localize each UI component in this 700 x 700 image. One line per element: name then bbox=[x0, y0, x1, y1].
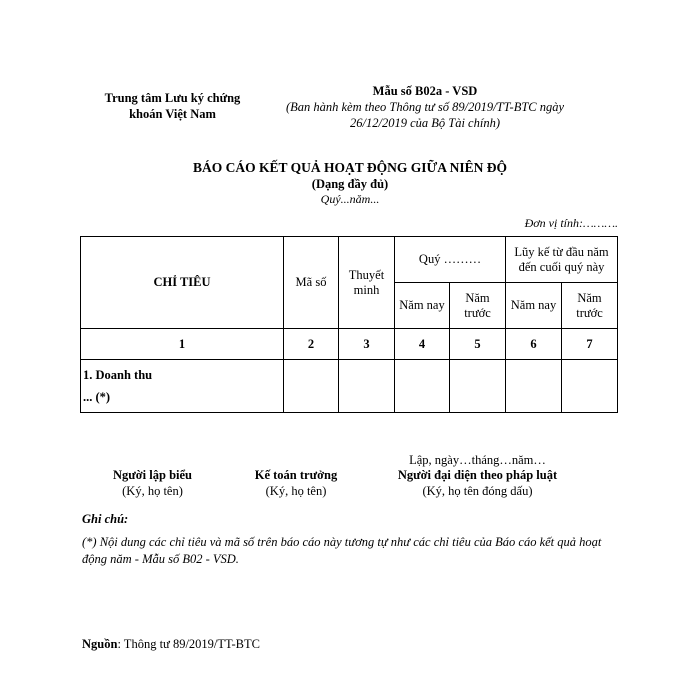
subheader-ytd-prev-year-line2: trước bbox=[576, 305, 603, 320]
notes-body: (*) Nội dung các chỉ tiêu và mã số trên báo cáo này tương tự như các chỉ tiêu của Báo cáo kết quả hoạt động năm - Mẫu số B02 - VSD. bbox=[82, 535, 602, 566]
subheader-ytd-prev-year-line1: Năm bbox=[577, 290, 602, 305]
table-cell bbox=[450, 360, 506, 413]
row-revenue-line2: ... (*) bbox=[83, 389, 111, 404]
issued-line-1: (Ban hành kèm theo Thông tư số 89/2019/TT-BTC ngày bbox=[285, 100, 565, 114]
accountant-title: Kế toán trưởng bbox=[254, 468, 338, 482]
column-number: 4 bbox=[395, 329, 450, 360]
header-explanation bbox=[339, 237, 395, 329]
subheader-ytd-prev-year bbox=[562, 283, 618, 329]
issued-line-2: 26/12/2019 của Bộ Tài chính) bbox=[350, 116, 500, 130]
column-number: 1 bbox=[81, 329, 284, 360]
header-quarter: Quý ……… bbox=[395, 237, 506, 283]
org-line-2: khoán Việt Nam bbox=[129, 107, 216, 121]
row-revenue-line1: 1. Doanh thu bbox=[83, 367, 153, 382]
header-explanation-line1: Thuyết bbox=[348, 267, 385, 282]
preparer-note: (Ký, họ tên) bbox=[122, 484, 183, 498]
subheader-ytd-this-year: Năm nay bbox=[506, 283, 562, 329]
subheader-prev-year bbox=[450, 283, 506, 329]
legal-title: Người đại diện theo pháp luật bbox=[397, 468, 558, 482]
currency-unit: Đơn vị tính:………. bbox=[524, 216, 618, 230]
subheader-this-year: Năm nay bbox=[395, 283, 450, 329]
preparer-title: Người lập biểu bbox=[112, 468, 193, 482]
column-number: 3 bbox=[339, 329, 395, 360]
report-title: BÁO CÁO KẾT QUẢ HOẠT ĐỘNG GIỮA NIÊN ĐỘ bbox=[192, 160, 508, 175]
table-cell bbox=[284, 360, 339, 413]
org-line-1: Trung tâm Lưu ký chứng bbox=[104, 91, 241, 105]
signature-legal-representative bbox=[370, 467, 585, 499]
source-label: Nguồn bbox=[82, 637, 118, 651]
accountant-note: (Ký, họ tên) bbox=[265, 484, 327, 498]
report-period: Quý...năm... bbox=[320, 192, 380, 206]
source-value: : Thông tư 89/2019/TT-BTC bbox=[117, 637, 260, 651]
form-info bbox=[262, 83, 588, 131]
row-revenue-label bbox=[81, 360, 284, 413]
signature-preparer bbox=[95, 467, 210, 499]
header-ytd-line2: đến cuối quý này bbox=[518, 259, 605, 274]
table-cell bbox=[562, 360, 618, 413]
column-number: 5 bbox=[450, 329, 506, 360]
report-subtitle: (Dạng đầy đủ) bbox=[311, 177, 389, 191]
header-explanation-line2: minh bbox=[353, 282, 380, 297]
signature-accountant bbox=[236, 467, 356, 499]
header-ytd-line1: Lũy kế từ đầu năm bbox=[514, 244, 609, 259]
header-year-to-date bbox=[506, 237, 618, 283]
signing-date: Lập, ngày…tháng…năm… bbox=[409, 453, 546, 467]
report-table bbox=[80, 236, 618, 413]
subheader-prev-year-line2: trước bbox=[464, 305, 491, 320]
notes-title: Ghi chú: bbox=[82, 512, 129, 526]
header-code: Mã số bbox=[284, 237, 339, 329]
organization-name bbox=[85, 90, 260, 122]
subheader-prev-year-line1: Năm bbox=[465, 290, 490, 305]
table-cell bbox=[506, 360, 562, 413]
legal-note: (Ký, họ tên đóng dấu) bbox=[422, 484, 533, 498]
table-cell bbox=[339, 360, 395, 413]
column-number: 7 bbox=[562, 329, 618, 360]
form-code: Mẫu số B02a - VSD bbox=[372, 84, 478, 98]
header-indicator: CHỈ TIÊU bbox=[81, 237, 284, 329]
column-number: 6 bbox=[506, 329, 562, 360]
column-number: 2 bbox=[284, 329, 339, 360]
source-line bbox=[82, 637, 260, 652]
table-cell bbox=[395, 360, 450, 413]
